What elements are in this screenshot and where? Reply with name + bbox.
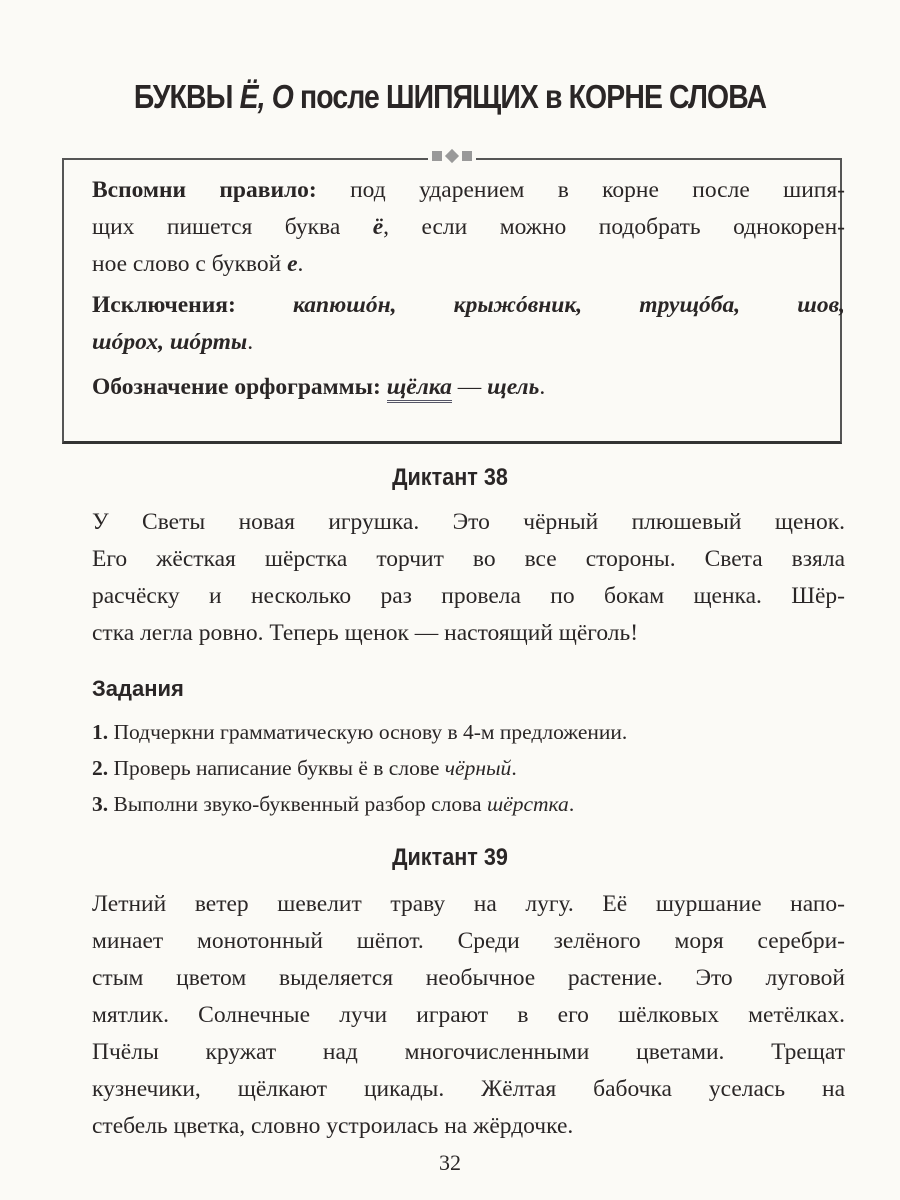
page-number: 32 [439, 1150, 461, 1175]
title-part: Ё, О [239, 78, 293, 115]
task-text: . [568, 792, 575, 816]
rule-text-part: . [297, 251, 304, 277]
orthogram-example: щёлка [387, 374, 452, 403]
dictation-38-heading: Диктант 38 [392, 464, 508, 491]
rule-text-part: , если можно подобрать однокорен- [383, 214, 845, 240]
tasks-list [92, 714, 627, 822]
letter-yo: ё [372, 214, 384, 240]
task-word: шёрстка [486, 792, 569, 816]
dictation-38-text [92, 504, 845, 652]
task-number: 2. [92, 756, 109, 780]
task-number: 1. [92, 720, 109, 744]
text-line: кузнечики, щёлкают цикады. Жёлтая бабочка уселась на [92, 1076, 845, 1102]
task-item [92, 750, 627, 786]
title-part: после ШИПЯЩИХ в КОРНЕ СЛОВА [292, 78, 767, 115]
orthogram-label: Обозначение орфограммы: [92, 374, 381, 400]
ornament-icon [428, 151, 476, 161]
text-line: минает монотонный шёпот. Среди зелёного моря серебри- [92, 928, 845, 954]
tasks-heading: Задания [92, 676, 184, 701]
text-line: стым цветом выделяется необычное растение. Это луговой [92, 965, 845, 991]
task-word: чёрный [444, 756, 512, 780]
letter-e: е [287, 251, 298, 277]
task-text: Выполни звуко-буквенный разбор слова [108, 792, 487, 816]
exceptions-list: шóрох, шóрты [92, 329, 248, 355]
text-line: Пчёлы кружат над многочисленными цветами. Трещат [92, 1039, 845, 1065]
task-item [92, 714, 627, 750]
title-part: БУКВЫ [133, 78, 240, 115]
rule-text-part: — [451, 374, 488, 400]
rule-text [92, 172, 845, 406]
text-line: Летний ветер шевелит траву на лугу. Её шуршание напо- [92, 891, 845, 917]
orthogram-example: щель [487, 374, 540, 400]
text-line: мятлик. Солнечные лучи играют в его шёлковых метёлках. [92, 1002, 845, 1028]
rule-text-part: . [247, 329, 254, 355]
rule-text-part: ное слово с буквой [92, 251, 288, 277]
dictation-39-heading: Диктант 39 [392, 844, 508, 871]
exceptions-label: Исключения: [92, 292, 236, 318]
text-line: Его жёсткая шёрстка торчит во все стороны. Света взяла [92, 546, 845, 572]
dictation-39-text [92, 886, 845, 1145]
rule-text-part: щих пишется буква [92, 214, 373, 240]
task-text: . [511, 756, 517, 780]
task-number: 3. [92, 792, 109, 816]
rule-text-part: под ударением в корне после шипя- [316, 177, 845, 203]
page-title [63, 78, 837, 116]
text-line: расчёску и несколько раз провела по бокам щенка. Шёр- [92, 583, 845, 609]
text-line: стка легла ровно. Теперь щенок — настоящий щёголь! [92, 620, 639, 646]
exceptions-list: капюшóн, крыжóвник, трущóба, шов, [235, 292, 845, 318]
task-item [92, 786, 627, 822]
text-line: У Светы новая игрушка. Это чёрный плюшевый щенок. [92, 509, 845, 535]
text-line: стебель цветка, словно устроилась на жёрдочке. [92, 1113, 574, 1139]
rule-label: Вспомни правило: [92, 177, 317, 203]
task-text: Проверь написание буквы ё в слове [108, 756, 445, 780]
task-text: Подчеркни грамматическую основу в 4-м предложении. [108, 720, 628, 744]
rule-text-part: . [539, 374, 546, 400]
